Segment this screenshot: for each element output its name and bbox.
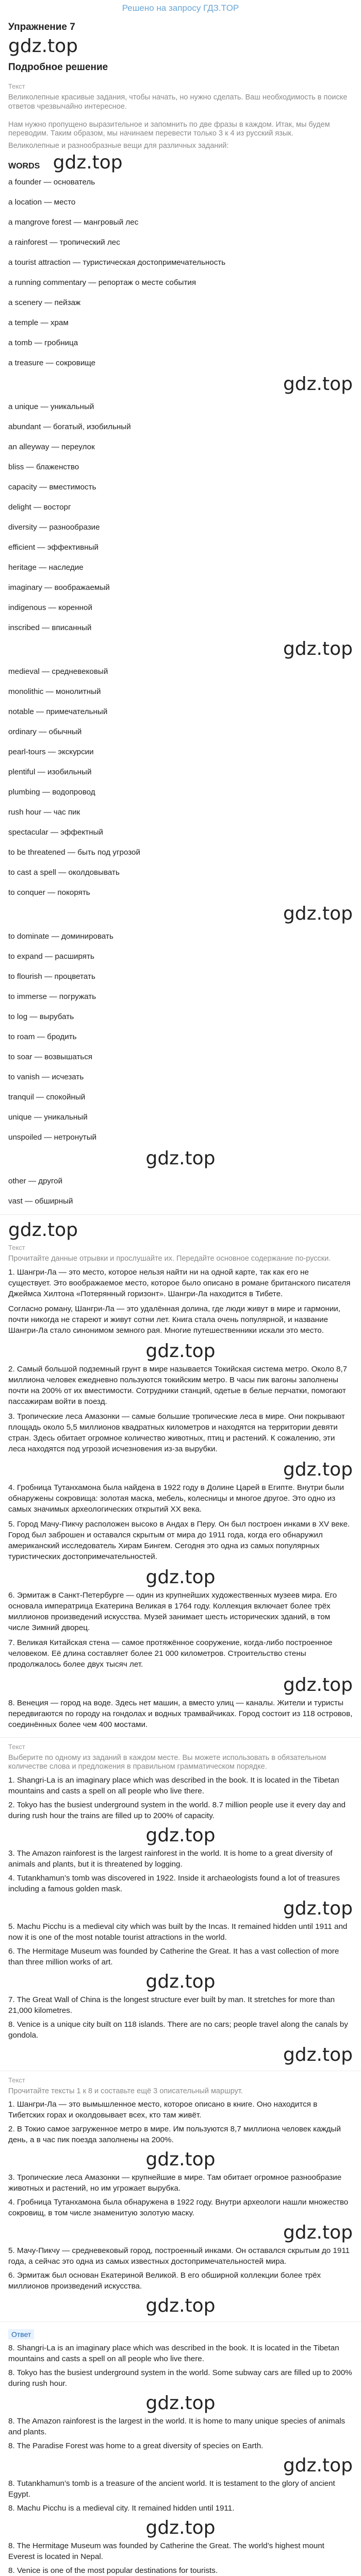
paragraph: 8. The Amazon rainforest is the largest in the world. It is home to many unique species of animals and plants. bbox=[8, 2417, 346, 2436]
block-tag: Текст bbox=[8, 82, 25, 90]
word-item: a treasure — сокровище bbox=[8, 359, 96, 367]
watermark: gdz.top bbox=[145, 2393, 216, 2414]
watermark: gdz.top bbox=[145, 1824, 216, 1846]
paragraph: 2. Самый большой подземный грунт в мире называется Токийская система метро. Около 8,7 миллиона человек ежедневно пользуются токийским метро. В часы пик вагоны заполнены почти на 200% от их вместимости. Сотрудники станций, одетые в белые перчатки, помогают пассажирам войти в поезд. bbox=[8, 1364, 348, 1406]
paragraph: 4. Tutankhamun’s tomb was discovered in 1922. Inside it archaeologists found a lot of treasures including a famous golden mask. bbox=[8, 1873, 340, 1893]
watermark-row bbox=[8, 1897, 353, 1921]
solution-title: Подробное решение bbox=[8, 62, 108, 73]
word-item: a mangrove forest — мангровый лес bbox=[8, 218, 139, 227]
watermark-row bbox=[8, 2295, 353, 2318]
watermark: gdz.top bbox=[145, 1971, 216, 1992]
block-english-answers bbox=[0, 1738, 361, 2071]
block-intro: Прочитайте данные отрывки и прослушайте их. Передайте основное содержание по-русски. bbox=[8, 1255, 331, 1263]
paragraph: 1. Шангри-Ла — это вымышленное место, которое описано в книге. Оно находится в Тибетских горах и околдовывает всех, кто там живёт. bbox=[8, 2100, 318, 2120]
paragraph: 8. Venice is a unique city built on 118 islands. There are no cars; people travel along the canals by gondola. bbox=[8, 2020, 348, 2040]
paragraph: 3. Тропические леса Амазонки — самые большие тропические леса в мире. Они покрывают площадь около 5,5 миллионов квадратных километров и находятся на территории девяти стран. Здесь обитает огромное количество животных, птиц и растений. К сожалению, эти леса находятся под угрозой исчезновения из-за вырубки. bbox=[8, 1412, 345, 1453]
paragraph-list bbox=[8, 2343, 353, 2576]
paragraph: 5. Город Мачу-Пикчу расположен высоко в Андах в Перу. Он был построен инками в XV веке. Город был заброшен и оставался скрытым от мира до 1911 года, когда его обнаружил американский исследователь Хирам Бингем. Сегодня это одна из самых популярных туристических достопримечательностей. bbox=[8, 1519, 350, 1561]
word-item: delight — восторг bbox=[8, 503, 71, 512]
word-item: a tourist attraction — туристическая достопримечательность bbox=[8, 258, 226, 267]
word-item: indigenous — коренной bbox=[8, 603, 92, 612]
word-item: bliss — блаженство bbox=[8, 463, 79, 471]
paragraph: 8. The Paradise Forest was home to a great diversity of species on Earth. bbox=[8, 2442, 264, 2450]
word-item: a tomb — гробница bbox=[8, 338, 78, 347]
block-russian-summary bbox=[0, 1215, 361, 1738]
answer-badge: Ответ bbox=[8, 2329, 34, 2340]
block-words bbox=[0, 77, 361, 1215]
watermark-row bbox=[8, 1459, 353, 1482]
block-intro: Выберите по одному из заданий в каждом месте. Вы можете использовать в обязательном количестве слова и предложения в правильном грамматическом порядке. bbox=[8, 1753, 326, 1771]
paragraph: 4. Гробница Тутанхамона была найдена в 1922 году в Долине Царей в Египте. Внутри были обнаружены сокровища: золотая маска, мебель, колесницы и многое другое. Это одно из самых значимых археологических открытий XX века. bbox=[8, 1483, 344, 1514]
watermark: gdz.top bbox=[145, 2517, 216, 2538]
watermark: gdz.top bbox=[145, 1340, 216, 1362]
word-item: diversity — разнообразие bbox=[8, 523, 100, 532]
paragraph: 8. Machu Picchu is a medieval city. It remained hidden until 1911. bbox=[8, 2504, 235, 2513]
paragraph: 8. Tutankhamun’s tomb is a treasure of the ancient world. It is testament to the glory of ancient Egypt. bbox=[8, 2479, 335, 2499]
watermark: gdz.top bbox=[145, 1566, 216, 1588]
word-item: a unique — уникальный bbox=[8, 402, 94, 411]
paragraph: 6. Эрмитаж был основан Екатериной Великой. В его обширной коллекции более трёх миллионов произведений искусства. bbox=[8, 2271, 321, 2291]
paragraph: 7. Великая Китайская стена — самое протяжённое сооружение, когда-либо построенное человеком. Её длина составляет более 21 000 километров. Строительство стены продолжалось более двух тысяч лет. bbox=[8, 1638, 333, 1669]
watermark-row bbox=[8, 1824, 353, 1848]
word-item: to expand — расширять bbox=[8, 952, 94, 961]
watermark: gdz.top bbox=[283, 903, 353, 924]
paragraph: 6. The Hermitage Museum was founded by Catherine the Great. It has a vast collection of more than three million works of art. bbox=[8, 1946, 339, 1967]
word-item: notable — примечательный bbox=[8, 707, 108, 716]
paragraph: 8. Venice is one of the most popular destinations for tourists. bbox=[8, 2566, 218, 2575]
paragraph: 8. Венеция — город на воде. Здесь нет машин, а вместо улиц — каналы. Жители и туристы передвигаются по городу на гондолах и водных трамвайчиках. Город состоит из 118 островов, соединённых более чем 400 мостами. bbox=[8, 1698, 353, 1729]
block-translation bbox=[0, 2071, 361, 2323]
words-title: WORDS bbox=[8, 162, 40, 171]
watermark: gdz.top bbox=[145, 1148, 216, 1169]
watermark-row bbox=[8, 903, 353, 926]
watermark: gdz.top bbox=[283, 638, 353, 659]
word-item: other — другой bbox=[8, 1177, 63, 1185]
watermark: gdz.top bbox=[283, 2044, 353, 2065]
watermark-row bbox=[8, 2454, 353, 2478]
word-item: to roam — бродить bbox=[8, 1032, 77, 1041]
watermark: gdz.top bbox=[283, 1674, 353, 1696]
word-item: an alleyway — переулок bbox=[8, 443, 95, 451]
word-item: to flourish — процветать bbox=[8, 972, 95, 981]
word-item: spectacular — эффектный bbox=[8, 828, 104, 837]
watermark-row bbox=[8, 1674, 353, 1698]
paragraph: 8. The Hermitage Museum was founded by Catherine the Great. The world’s highest mount Everest is located in Nepal. bbox=[8, 2541, 324, 2561]
block-tag: Текст bbox=[8, 1244, 25, 1251]
watermark-row bbox=[8, 1340, 353, 1364]
watermark-row bbox=[8, 638, 353, 662]
watermark-row bbox=[8, 1219, 353, 1243]
watermark: gdz.top bbox=[145, 2149, 216, 2170]
paragraph: 7. The Great Wall of China is the longest structure ever built by man. It stretches for more than 21,000 kilometres. bbox=[8, 1995, 335, 2015]
watermark: gdz.top bbox=[283, 1897, 353, 1919]
top-note: Решено на запросу ГДЗ.TOP bbox=[122, 3, 239, 13]
word-item: a founder — основатель bbox=[8, 178, 95, 187]
word-item: a scenery — пейзаж bbox=[8, 298, 81, 307]
word-item: efficient — эффективный bbox=[8, 543, 99, 552]
word-item: to cast a spell — околдовывать bbox=[8, 868, 120, 877]
word-item: tranquil — спокойный bbox=[8, 1093, 86, 1101]
word-item: pearl-tours — экскурсии bbox=[8, 748, 94, 756]
paragraph-list bbox=[8, 1775, 353, 2067]
watermark: gdz.top bbox=[8, 1219, 78, 1241]
block-tag: Текст bbox=[8, 1742, 25, 1751]
word-item: to dominate — доминировать bbox=[8, 932, 113, 941]
watermark: gdz.top bbox=[8, 36, 78, 57]
paragraph: 1. Shangri-La is an imaginary place which was described in the book. It is located in the Tibetan mountains and casts a spell on all people who live there. bbox=[8, 1775, 339, 1795]
watermark-row bbox=[8, 1566, 353, 1590]
word-item: plentiful — изобильный bbox=[8, 768, 92, 776]
block-intro: Прочитайте тексты 1 к 8 и составьте ещё 3 описательный маршрут. bbox=[8, 2087, 243, 2095]
word-item: vast — обширный bbox=[8, 1197, 73, 1206]
word-item: a running commentary — репортаж о месте события bbox=[8, 278, 196, 287]
word-item: a location — место bbox=[8, 198, 76, 207]
paragraph: 2. В Токио самое загруженное метро в мире. Им пользуются 8,7 миллиона человек каждый день, а в час пик поезда заполнены на 200%. bbox=[8, 2125, 341, 2144]
watermark-row bbox=[8, 1971, 353, 1994]
word-item: plumbing — водопровод bbox=[8, 788, 95, 796]
watermark-row bbox=[8, 1147, 353, 1171]
word-item: heritage — наследие bbox=[8, 563, 84, 572]
word-item: to soar — возвышаться bbox=[8, 1053, 93, 1061]
word-item: inscribed — вписанный bbox=[8, 623, 92, 632]
word-item: to conquer — покорять bbox=[8, 888, 90, 897]
word-item: a temple — храм bbox=[8, 318, 69, 327]
word-item: ordinary — обычный bbox=[8, 727, 82, 736]
watermark: gdz.top bbox=[145, 2295, 216, 2316]
watermark-row bbox=[8, 2044, 353, 2067]
watermark: gdz.top bbox=[53, 152, 123, 173]
header bbox=[0, 12, 361, 73]
block-tag: Текст bbox=[8, 2076, 25, 2084]
word-item: to immerse — погружать bbox=[8, 992, 96, 1001]
exercise-title: Упражнение 7 bbox=[8, 22, 75, 32]
paragraph-list bbox=[8, 2099, 353, 2318]
paragraph: 1. Шангри-Ла — это место, которое нельзя найти ни на одной карте, так как его не существует. Это воображаемое место, которое было описано в романе британского писателя Джеймса Хилтона «Потерянный горизонт». Шангри-Ла находится в Тибете. bbox=[8, 1267, 351, 1298]
watermark-top bbox=[8, 35, 353, 59]
word-item: rush hour — час пик bbox=[8, 808, 80, 817]
paragraph: 6. Эрмитаж в Санкт-Петербурге — один из крупнейших художественных музеев мира. Его основала императрица Екатерина Великая в 1764 году. Коллекция включает более трёх миллионов произведений искусства. Музей занимает шесть исторических зданий, в том числе Зимний дворец. bbox=[8, 1590, 337, 1632]
paragraph: Согласно роману, Шангри-Ла — это удалённая долина, где люди живут в мире и гармонии, почти никогда не стареют и живут сотни лет. Книга стала очень популярной, и название Шангри-Ла стало синонимом земного рая. Многие путешественники искали это место. bbox=[8, 1304, 341, 1335]
words-title-row bbox=[8, 154, 353, 172]
words-list bbox=[8, 172, 353, 1211]
word-item: unspoiled — нетронутый bbox=[8, 1133, 97, 1142]
paragraph: 5. Machu Picchu is a medieval city which was built by the Incas. It remained hidden until 1911 and now it is one of the most notable tourist attractions in the world. bbox=[8, 1922, 348, 1942]
watermark-row bbox=[8, 2392, 353, 2416]
word-item: to vanish — исчезать bbox=[8, 1073, 84, 1081]
word-item: to log — вырубать bbox=[8, 1012, 74, 1021]
watermark-row bbox=[8, 373, 353, 397]
block-final-answer bbox=[0, 2322, 361, 2576]
word-item: monolithic — монолитный bbox=[8, 687, 101, 696]
word-item: a rainforest — тропический лес bbox=[8, 238, 120, 247]
paragraph: 5. Мачу-Пикчу — средневековый город, построенный инками. Он оставался скрытым до 1911 года, а сейчас это одна из самых известных достопримечательностей мира. bbox=[8, 2246, 350, 2266]
word-item: imaginary — воображаемый bbox=[8, 583, 110, 592]
watermark: gdz.top bbox=[283, 374, 353, 395]
word-item: capacity — вместимость bbox=[8, 483, 96, 492]
paragraph: 8. Tokyo has the busiest underground system in the world. Some subway cars are filled up to 200% during rush hour. bbox=[8, 2368, 352, 2388]
watermark-row bbox=[8, 2148, 353, 2172]
paragraph: 3. The Amazon rainforest is the largest rainforest in the world. It is home to a great diversity of animals and plants, but it is threatened by logging. bbox=[8, 1849, 333, 1869]
block-intro: Великолепные красивые задания, чтобы начать, но нужно сделать. Ваш необходимость в поиске ответов чрезвычайно интересное. Нам нужно пропущено выразительное и запомнить по две фразы в каждом. Итак, мы будем переводим. Таким образом, мы начинаем перевести только 3 к 4 из русский язык. bbox=[8, 93, 348, 138]
paragraph: 4. Гробница Тутанхамона была обнаружена в 1922 году. Внутри археологи нашли множество сокровищ, в том числе знаменитую золотую маску. bbox=[8, 2198, 349, 2217]
paragraph: 3. Тропические леса Амазонки — крупнейшие в мире. Там обитает огромное разнообразие животных и растений, но им угрожает вырубка. bbox=[8, 2173, 342, 2193]
list-header: Великолепные и разнообразные вещи для различных заданий: bbox=[8, 141, 229, 150]
word-item: medieval — средневековый bbox=[8, 667, 108, 676]
watermark-row bbox=[8, 2222, 353, 2245]
watermark-row bbox=[8, 2517, 353, 2540]
watermark: gdz.top bbox=[283, 1459, 353, 1480]
word-item: abundant — богатый, изобильный bbox=[8, 422, 131, 431]
paragraph: 2. Tokyo has the busiest underground system in the world. 8.7 million people use it every day and during rush hour the trains are filled up to 200% of capacity. bbox=[8, 1800, 346, 1820]
paragraph-list bbox=[8, 1267, 353, 1730]
word-item: unique — уникальный bbox=[8, 1113, 88, 1122]
paragraph: 8. Shangri-La is an imaginary place which was described in the book. It is located in the Tibetan mountains and casts a spell on all people who live there. bbox=[8, 2344, 339, 2363]
watermark: gdz.top bbox=[283, 2222, 353, 2243]
word-item: to be threatened — быть под угрозой bbox=[8, 848, 140, 857]
watermark: gdz.top bbox=[283, 2455, 353, 2476]
